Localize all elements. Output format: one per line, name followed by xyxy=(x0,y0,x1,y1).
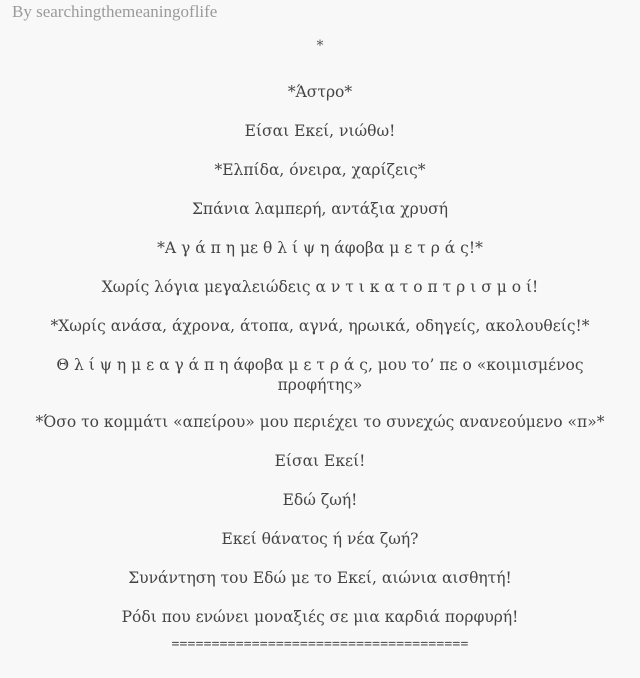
poem-line: Θ λ ί ψ η μ ε α γ ά π η άφοβα μ ε τ ρ ά ς, μου το’ πε ο «κοιμισμένος προφήτης» xyxy=(56,356,584,394)
poem-line: Εκεί θάνατος ή νέα ζωή? xyxy=(221,530,419,548)
poem-line: Εδώ ζωή! xyxy=(282,491,358,509)
poem-line: Είσαι Εκεί, νιώθω! xyxy=(244,122,396,140)
section-divider: ===================================== xyxy=(171,637,469,652)
poem-line: Είσαι Εκεί! xyxy=(274,452,366,470)
poem-line: *Ελπίδα, όνειρα, χαρίζεις* xyxy=(214,161,426,179)
author-byline: By searchingthemeaningoflife xyxy=(12,2,218,21)
poem-line: Συνάντηση του Εδώ με το Εκεί, αιώνια αισθητή! xyxy=(128,569,512,587)
poem-line: Ρόδι που ενώνει μοναξιές σε μια καρδιά πορφυρή! xyxy=(121,608,519,626)
poem-line: *Χωρίς ανάσα, άχρονα, άτοπα, αγνά, ηρωικά, οδηγείς, ακολουθείς!* xyxy=(50,317,590,335)
poem-line: *Α γ ά π η με θ λ ί ψ η άφοβα μ ε τ ρ ά ς!* xyxy=(157,239,483,257)
poem xyxy=(0,36,640,652)
poem-line: *Όσο το κομμάτι «απείρου» μου περιέχει το συνεχώς ανανεούμενο «π»* xyxy=(35,413,605,431)
poem-line: Χωρίς λόγια μεγαλειώδεις α ν τ ι κ α τ ο π τ ρ ι σ μ ο ί! xyxy=(101,278,539,296)
poem-marker: * xyxy=(316,38,324,54)
poem-line: Σπάνια λαμπερή, αντάξια χρυσή xyxy=(191,200,449,218)
poem-line: *Άστρο* xyxy=(287,83,353,101)
